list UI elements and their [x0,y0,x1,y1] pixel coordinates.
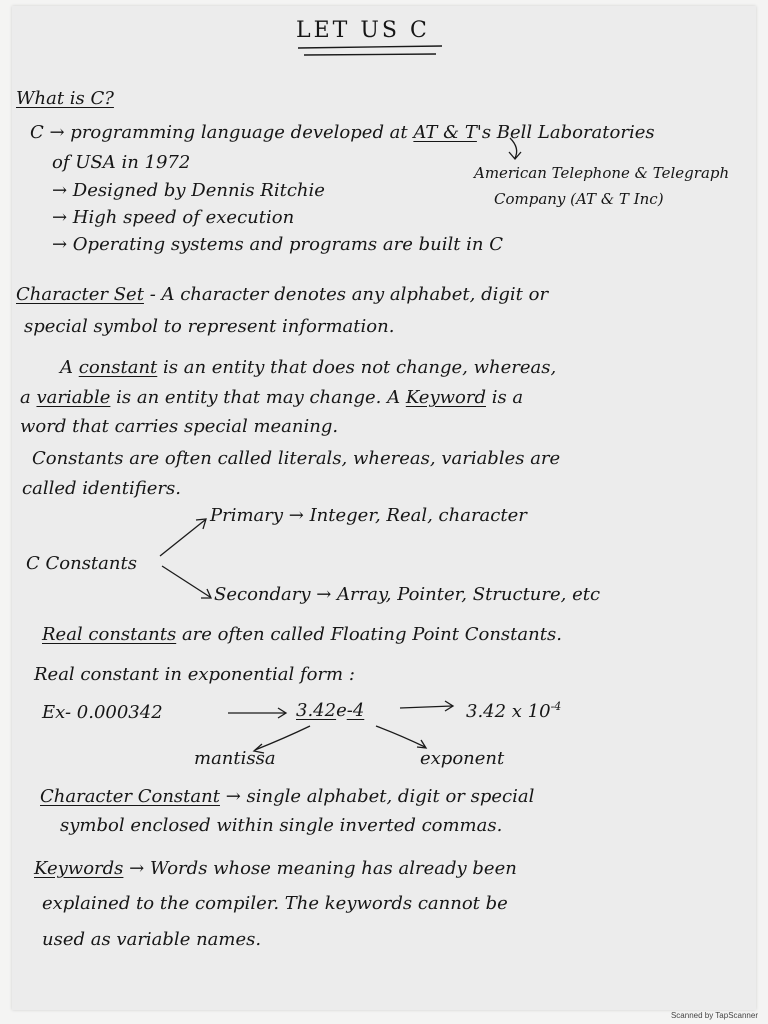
character-constant-line [40,786,534,808]
example-result [466,696,561,723]
keywords-line-3: used as variable names. [42,929,262,950]
literals-line: Constants are often called literals, whereas, variables are [32,448,561,469]
atnt-text: AT & T [413,122,477,143]
example-prefix: Ex- 0.000342 [42,702,163,723]
primary-constants: Primary → Integer, Real, character [210,505,527,526]
variable-term: variable [36,387,111,408]
variable-def-line [20,387,523,409]
keyword-term: Keyword [405,387,486,408]
bell-labs-text: 's Bell Laboratories [476,122,655,143]
exponent-value: -4 [346,700,365,721]
page-title: LET US C [296,18,430,43]
character-constant-def: → single alphabet, digit or special [225,786,535,807]
keywords-line [34,858,517,880]
real-constants-term: Real constants [42,624,177,645]
identifiers-line: called identifiers. [22,478,181,499]
character-set-def: - A character denotes any alphabet, digit or [149,284,549,305]
exp-form-line: Real constant in exponential form : [34,664,355,685]
keywords-line-2: explained to the compiler. The keywords cannot be [42,893,508,914]
character-set-line [16,284,548,306]
c-definition-text: C → programming language developed at [30,122,408,143]
keyword-def-line: word that carries special meaning. [20,416,339,437]
constant-term: constant [78,357,158,378]
mantissa-label: mantissa [194,748,276,769]
c-definition-line [30,122,655,144]
secondary-constants: Secondary → Array, Pointer, Structure, etc [214,584,601,605]
mantissa-value: 3.42 [296,700,337,721]
what-is-c-heading: What is C? [16,88,114,109]
constant-def-line [60,357,556,379]
character-set-line-2: special symbol to represent information. [24,316,395,337]
real-constants-def: are often called Floating Point Constants. [181,624,562,645]
example-exponential [296,700,364,722]
variable-def-a: a [20,387,31,408]
keywords-def: → Words whose meaning has already been [129,858,517,879]
constant-def-a: A [60,357,73,378]
character-constant-heading: Character Constant [40,786,220,807]
character-set-heading: Character Set [16,284,144,305]
bullet-os: → Operating systems and programs are built in C [52,234,504,255]
result-superscript: -4 [550,700,562,713]
e-letter: e [336,700,347,721]
bullet-speed: → High speed of execution [52,207,295,228]
c-year-line: of USA in 1972 [52,152,191,173]
variable-def-c: is a [491,387,524,408]
atnt-expansion-2: Company (AT & T Inc) [494,190,664,208]
exponent-label: exponent [420,748,505,769]
result-base: 3.42 x 10 [466,701,551,722]
real-constants-line [42,624,562,646]
variable-def-b: is an entity that may change. A [116,387,401,408]
c-constants-root: C Constants [26,553,137,574]
keywords-heading: Keywords [34,858,124,879]
constant-def-b: is an entity that does not change, whereas, [163,357,557,378]
bullet-designer: → Designed by Dennis Ritchie [52,180,325,201]
scanner-watermark: Scanned by TapScanner [670,1011,758,1020]
atnt-expansion-1: American Telephone & Telegraph [474,164,730,182]
character-constant-line-2: symbol enclosed within single inverted commas. [60,815,503,836]
